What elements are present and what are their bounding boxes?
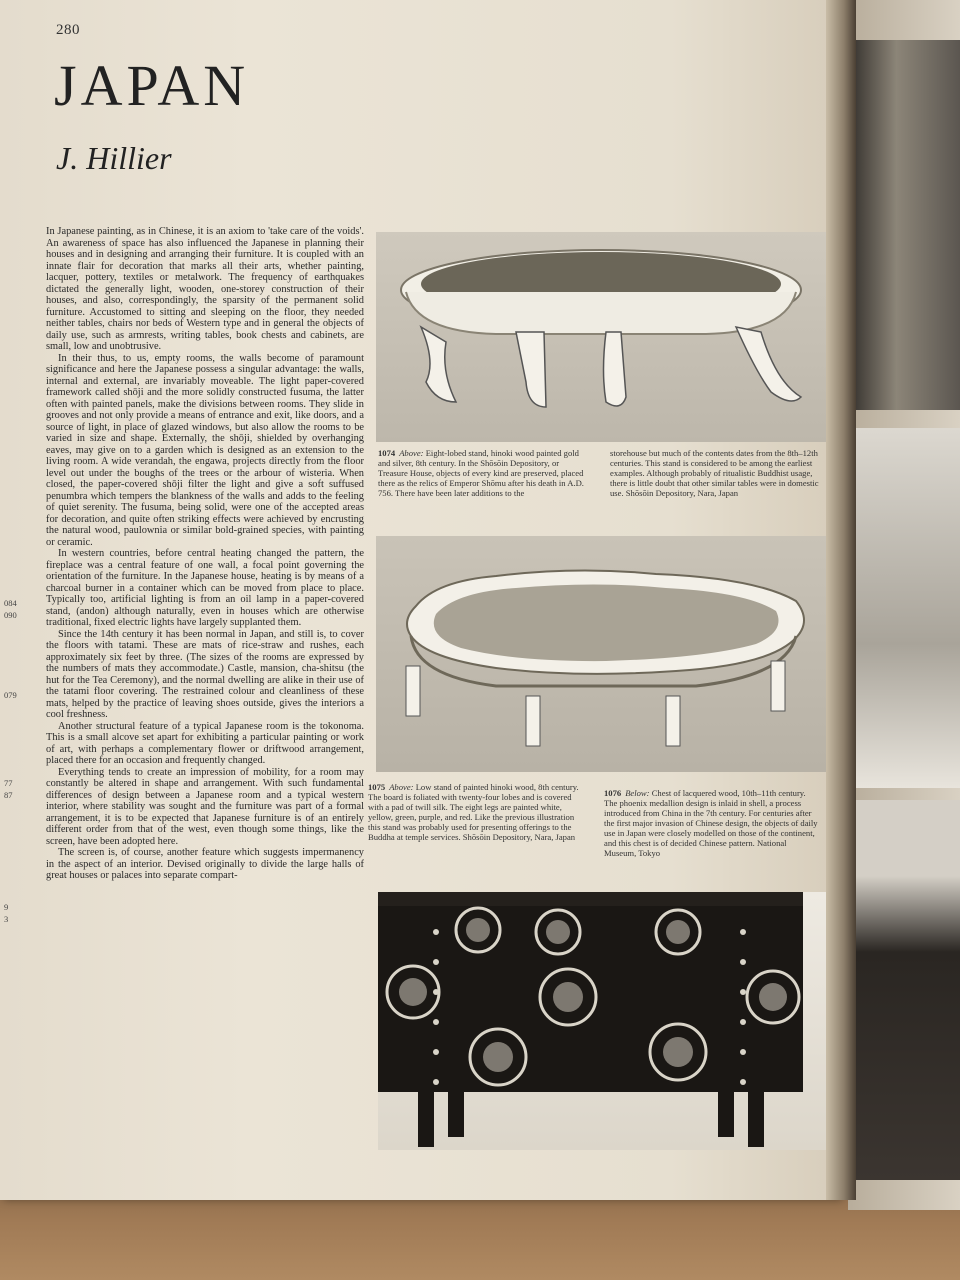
margin-ref: 090 <box>4 610 17 620</box>
paragraph-5: Another structural feature of a typical Japanese room is the tokonoma. This is a small alcove set apart for exhibiting a particular painting or work of art, with perhaps a complementary flower or driftwood arrangement, placed there for an occasion and frequently changed. <box>46 720 364 766</box>
eight-lobed-stand-illustration <box>376 232 826 442</box>
paragraph-6: Everything tends to create an impression of mobility, for a room may constantly be altered in shape and arrangement. With such fundamental differences of design between a Japanese room and a typical western interior, where stability was sought and the furniture was part of a formal arrangement, it is to be expected that Japanese furniture is of an entirely different order from that of the west, even though some things, like the screen, have been adopted here. <box>46 766 364 847</box>
body-text <box>46 226 364 882</box>
caption-text: storehouse but much of the contents dates from the 8th–12th centuries. This stand is considered to be among the earliest examples. Although probably of ritualistic Buddhist usage, there is little doubt that other similar tables were in domestic use. Shōsōin Depository, Nara, Japan <box>610 448 819 498</box>
figure-number: 1075 <box>368 782 386 792</box>
caption-direction: Above: <box>399 448 424 458</box>
photo-eight-lobed-stand <box>376 232 826 442</box>
margin-ref: 9 <box>4 902 9 912</box>
caption-text: Eight-lobed stand, hinoki wood painted gold and silver, 8th century. In the Shōsōin Depository, or Treasure House, objects of every kind are preserved, placed there as the relics of Emperor Shōmu after his death in A.D. 756. There have been later additions to the <box>378 448 584 498</box>
figure-number: 1074 <box>378 448 396 458</box>
photo-low-stand <box>376 536 826 772</box>
caption-direction: Below: <box>625 788 650 798</box>
caption-text: Low stand of painted hinoki wood, 8th century. The board is foliated with twenty-four lobes and is covered with a pad of twill silk. The eight legs are painted white, yellow, green, purple, and red. Like the previous illustration this stand was probably used for presenting offerings to the Buddha at temple services. Shōsōin Depository, Nara, Japan <box>368 782 579 842</box>
book-gutter <box>826 0 856 1200</box>
caption-1074-part-1 <box>378 448 588 498</box>
page-number: 280 <box>56 22 80 38</box>
photo-lacquered-chest <box>378 892 826 1150</box>
caption-1074-part-2 <box>610 448 820 498</box>
paragraph-4: Since the 14th century it has been normal in Japan, and still is, to cover the floors with tatami. These are mats of rice-straw and rushes, each approximately six feet by three. (The sizes of the rooms are expressed by the numbers of mats they accommodate.) Castle, mansion, cha-shitsu (the hut for the Tea Ceremony), and the normal dwelling are alike in their use of the tatami floor covering. The restrained colour and cleanliness of these mats, helped by the practice of leaving shoes outside, gives the interiors a cool freshness. <box>46 628 364 720</box>
margin-ref: 084 <box>4 598 17 608</box>
margin-ref: 079 <box>4 690 17 700</box>
chapter-title: JAPAN <box>54 53 250 118</box>
caption-text: Chest of lacquered wood, 10th–11th century. The phoenix medallion design is inlaid in shell, a process introduced from China in the 7th century. For centuries after the first major invasion of Chinese design, the objects of daily use in Japan were closely modelled on those of the continent, and this chest is of decided Chinese pattern. National Museum, Tokyo <box>604 788 818 858</box>
facing-page-photo-middle <box>854 428 960 788</box>
facing-page-photo-bottom <box>854 800 960 1180</box>
paragraph-7: The screen is, of course, another feature which suggests impermanency in the aspect of an interior. Devised originally to divide the large halls of great houses or palaces into separate compart- <box>46 847 364 881</box>
caption-direction: Above: <box>389 782 414 792</box>
facing-page-photo-top <box>854 40 960 410</box>
facing-page <box>848 0 960 1210</box>
author-name: J. Hillier <box>56 140 172 176</box>
figure-number: 1076 <box>604 788 622 798</box>
paragraph-3: In western countries, before central heating changed the pattern, the fireplace was a central feature of one wall, a focal point governing the orientation of the furniture. In the Japanese house, heating is by means of a charcoal burner in a container which can be moved from place to place. Typically too, artificial lighting is from an oil lamp in a paper-covered stand, (andon) although naturally, even in houses which are otherwise traditional, fixed electric lights have largely supplanted them. <box>46 548 364 628</box>
paragraph-2: In their thus, to us, empty rooms, the walls become of paramount significance and here the Japanese possess a singular advantage: the walls, internal and external, are invariably moveable. The light paper-covered framework called shōji and the more solidly constructed fusuma, the latter often with painted panels, make the divisions between rooms. They slide in grooves and not only provide a means of entrance and exit, like doors, and a source of light, in place of glazed windows, but also allow the rooms to be varied in size and shape. Externally, the shōji, shielded by overhanging eaves, may give on to a garden which is designed as an extension to the living room. A wide verandah, the engawa, projects directly from the floor level out under the boughs of the trees or the arbour of wisteria. When closed, the paper-covered shōji filter the light and give a soft suffused penumbra which tempers the blankness of the walls and adds to the feeling of quiet serenity. The fusuma, being solid, were one of the accepted areas for decoration, and quite often striking effects were achieved by encrusting the natural wood, paulownia or similar bold-grained species, with painting or ceramic. <box>46 352 364 548</box>
paragraph-1: In Japanese painting, as in Chinese, it is an axiom to 'take care of the voids'. An awareness of space has also influenced the Japanese in planning their houses and in designing and arranging their furniture. It is coupled with an innate flair for decoration that marks all their arts, whether painting, lacquer, pottery, textiles or metalwork. The frequency of earthquakes dictated the generally light, wooden, one-storey construction of their houses, and also, correspondingly, the sparsity of the permanent solid furniture. Accustomed to sitting and sleeping on the floor, they needed neither tables, chairs nor beds of Western type and in general the objects of daily use, such as armrests, writing tables, book chests and cabinets, are small, low and unobtrusive. <box>46 226 364 352</box>
margin-ref: 3 <box>4 914 9 924</box>
low-stand-illustration <box>376 536 826 772</box>
margin-ref: 77 <box>4 778 13 788</box>
caption-1075 <box>368 782 583 842</box>
caption-1076 <box>604 788 818 858</box>
margin-ref: 87 <box>4 790 13 800</box>
lacquered-chest-illustration <box>378 892 826 1150</box>
